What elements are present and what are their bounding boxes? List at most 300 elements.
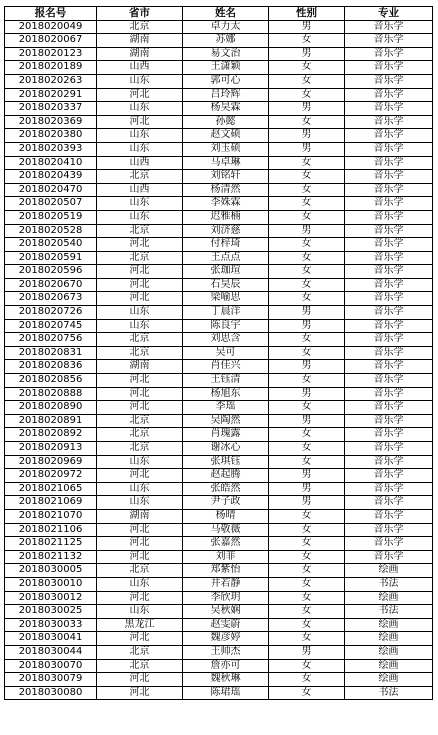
province-cell: 河北: [97, 292, 183, 306]
province-cell: 北京: [97, 414, 183, 428]
province-cell: 山东: [97, 210, 183, 224]
column-header-gender: 性别: [269, 7, 345, 21]
name-cell: 王钰清: [183, 374, 269, 388]
name-cell: 付梓琦: [183, 238, 269, 252]
table-row: [5, 88, 433, 102]
gender-cell: 男: [269, 142, 345, 156]
registration-number-cell: 2018020670: [5, 278, 97, 292]
province-cell: 湖南: [97, 47, 183, 61]
gender-cell: 女: [269, 74, 345, 88]
table-row: [5, 686, 433, 700]
major-cell: 音乐学: [345, 496, 433, 510]
name-cell: 魏彦婷: [183, 632, 269, 646]
table-row: [5, 197, 433, 211]
province-cell: 河北: [97, 278, 183, 292]
table-row: [5, 306, 433, 320]
table-row: [5, 47, 433, 61]
table-row: [5, 170, 433, 184]
registration-number-cell: 2018030010: [5, 577, 97, 591]
province-cell: 湖南: [97, 509, 183, 523]
name-cell: 易文治: [183, 47, 269, 61]
gender-cell: 女: [269, 156, 345, 170]
name-cell: 马卓琳: [183, 156, 269, 170]
table-row: [5, 442, 433, 456]
province-cell: 湖南: [97, 360, 183, 374]
name-cell: 迟雅楠: [183, 210, 269, 224]
province-cell: 河北: [97, 265, 183, 279]
province-cell: 山西: [97, 183, 183, 197]
table-row: [5, 550, 433, 564]
table-row: [5, 537, 433, 551]
major-cell: 音乐学: [345, 102, 433, 116]
gender-cell: 男: [269, 645, 345, 659]
name-cell: 赵起腾: [183, 469, 269, 483]
name-cell: 张珈瑄: [183, 265, 269, 279]
table-row: [5, 659, 433, 673]
table-row: [5, 210, 433, 224]
gender-cell: 女: [269, 401, 345, 415]
gender-cell: 女: [269, 170, 345, 184]
registration-number-cell: 2018020067: [5, 34, 97, 48]
table-row: [5, 129, 433, 143]
registration-number-cell: 2018020291: [5, 88, 97, 102]
table-row: [5, 482, 433, 496]
column-header-major: 专业: [345, 7, 433, 21]
name-cell: 王潇颖: [183, 61, 269, 75]
major-cell: 音乐学: [345, 455, 433, 469]
table-row: [5, 509, 433, 523]
gender-cell: 女: [269, 564, 345, 578]
major-cell: 音乐学: [345, 224, 433, 238]
province-cell: 河北: [97, 115, 183, 129]
name-cell: 吕玲辉: [183, 88, 269, 102]
table-row: [5, 428, 433, 442]
table-row: [5, 455, 433, 469]
province-cell: 山东: [97, 605, 183, 619]
gender-cell: 女: [269, 455, 345, 469]
major-cell: 音乐学: [345, 428, 433, 442]
registration-number-cell: 2018020673: [5, 292, 97, 306]
major-cell: 音乐学: [345, 115, 433, 129]
name-cell: 李瑶: [183, 401, 269, 415]
table-row: [5, 142, 433, 156]
registration-number-cell: 2018020369: [5, 115, 97, 129]
name-cell: 梁喻思: [183, 292, 269, 306]
name-cell: 苏娜: [183, 34, 269, 48]
major-cell: 音乐学: [345, 88, 433, 102]
province-cell: 河北: [97, 88, 183, 102]
gender-cell: 女: [269, 618, 345, 632]
gender-cell: 男: [269, 496, 345, 510]
gender-cell: 女: [269, 61, 345, 75]
province-cell: 湖南: [97, 34, 183, 48]
gender-cell: 男: [269, 469, 345, 483]
column-header-registration-number: 报名号: [5, 7, 97, 21]
gender-cell: 女: [269, 238, 345, 252]
registration-number-cell: 2018020969: [5, 455, 97, 469]
gender-cell: 女: [269, 197, 345, 211]
name-cell: 刘济慈: [183, 224, 269, 238]
gender-cell: 男: [269, 414, 345, 428]
registration-number-cell: 2018030080: [5, 686, 97, 700]
table-row: [5, 564, 433, 578]
registration-number-cell: 2018020836: [5, 360, 97, 374]
table-body: [5, 20, 433, 700]
major-cell: 音乐学: [345, 20, 433, 34]
registration-number-cell: 2018020913: [5, 442, 97, 456]
table-row: [5, 238, 433, 252]
major-cell: 音乐学: [345, 251, 433, 265]
table-row: [5, 645, 433, 659]
registration-number-cell: 2018030070: [5, 659, 97, 673]
major-cell: 音乐学: [345, 469, 433, 483]
gender-cell: 女: [269, 605, 345, 619]
gender-cell: 女: [269, 115, 345, 129]
major-cell: 音乐学: [345, 401, 433, 415]
major-cell: 音乐学: [345, 346, 433, 360]
province-cell: 山东: [97, 197, 183, 211]
province-cell: 北京: [97, 428, 183, 442]
gender-cell: 女: [269, 577, 345, 591]
major-cell: 音乐学: [345, 442, 433, 456]
table-row: [5, 469, 433, 483]
province-cell: 河北: [97, 238, 183, 252]
gender-cell: 女: [269, 34, 345, 48]
table-header: [5, 7, 433, 21]
province-cell: 河北: [97, 591, 183, 605]
header-row: [5, 7, 433, 21]
gender-cell: 男: [269, 102, 345, 116]
name-cell: 卓力太: [183, 20, 269, 34]
gender-cell: 女: [269, 442, 345, 456]
table-row: [5, 319, 433, 333]
gender-cell: 女: [269, 346, 345, 360]
table-row: [5, 673, 433, 687]
province-cell: 北京: [97, 564, 183, 578]
gender-cell: 男: [269, 360, 345, 374]
province-cell: 河北: [97, 686, 183, 700]
name-cell: 吴陶然: [183, 414, 269, 428]
province-cell: 山西: [97, 156, 183, 170]
gender-cell: 女: [269, 88, 345, 102]
name-cell: 李姝霖: [183, 197, 269, 211]
registration-number-cell: 2018030025: [5, 605, 97, 619]
major-cell: 音乐学: [345, 265, 433, 279]
name-cell: 刘思含: [183, 333, 269, 347]
gender-cell: 男: [269, 387, 345, 401]
major-cell: 书法: [345, 577, 433, 591]
registration-number-cell: 2018020519: [5, 210, 97, 224]
registration-number-cell: 2018020470: [5, 183, 97, 197]
table-row: [5, 591, 433, 605]
name-cell: 刘菲: [183, 550, 269, 564]
registration-number-cell: 2018020972: [5, 469, 97, 483]
major-cell: 绘画: [345, 632, 433, 646]
gender-cell: 男: [269, 482, 345, 496]
major-cell: 音乐学: [345, 550, 433, 564]
province-cell: 山东: [97, 306, 183, 320]
registration-number-cell: 2018020745: [5, 319, 97, 333]
major-cell: 音乐学: [345, 319, 433, 333]
major-cell: 音乐学: [345, 306, 433, 320]
province-cell: 山东: [97, 455, 183, 469]
registration-number-cell: 2018020888: [5, 387, 97, 401]
table-row: [5, 401, 433, 415]
province-cell: 河北: [97, 401, 183, 415]
registration-number-cell: 2018020439: [5, 170, 97, 184]
registration-number-cell: 2018020756: [5, 333, 97, 347]
registration-number-cell: 2018021125: [5, 537, 97, 551]
gender-cell: 女: [269, 278, 345, 292]
gender-cell: 女: [269, 265, 345, 279]
gender-cell: 男: [269, 319, 345, 333]
major-cell: 音乐学: [345, 238, 433, 252]
table-row: [5, 346, 433, 360]
major-cell: 音乐学: [345, 47, 433, 61]
major-cell: 音乐学: [345, 34, 433, 48]
name-cell: 井若静: [183, 577, 269, 591]
registration-number-cell: 2018021132: [5, 550, 97, 564]
registration-number-cell: 2018020528: [5, 224, 97, 238]
name-cell: 郑紫怡: [183, 564, 269, 578]
registration-number-cell: 2018020596: [5, 265, 97, 279]
table-row: [5, 414, 433, 428]
name-cell: 刘铭轩: [183, 170, 269, 184]
registration-number-cell: 2018021106: [5, 523, 97, 537]
province-cell: 山东: [97, 129, 183, 143]
registration-number-cell: 2018020123: [5, 47, 97, 61]
major-cell: 音乐学: [345, 482, 433, 496]
major-cell: 音乐学: [345, 509, 433, 523]
major-cell: 绘画: [345, 564, 433, 578]
table-row: [5, 115, 433, 129]
major-cell: 绘画: [345, 673, 433, 687]
major-cell: 音乐学: [345, 278, 433, 292]
gender-cell: 男: [269, 129, 345, 143]
name-cell: 吴可: [183, 346, 269, 360]
table-row: [5, 224, 433, 238]
gender-cell: 女: [269, 673, 345, 687]
name-cell: 马敬薇: [183, 523, 269, 537]
name-cell: 杨清然: [183, 183, 269, 197]
name-cell: 李欣玥: [183, 591, 269, 605]
name-cell: 杨昊霖: [183, 102, 269, 116]
registration-number-cell: 2018020831: [5, 346, 97, 360]
registration-number-cell: 2018030033: [5, 618, 97, 632]
table-row: [5, 360, 433, 374]
province-cell: 黑龙江: [97, 618, 183, 632]
major-cell: 音乐学: [345, 414, 433, 428]
major-cell: 音乐学: [345, 129, 433, 143]
table-row: [5, 632, 433, 646]
gender-cell: 女: [269, 428, 345, 442]
province-cell: 北京: [97, 659, 183, 673]
name-cell: 张琪钰: [183, 455, 269, 469]
name-cell: 郭可心: [183, 74, 269, 88]
province-cell: 河北: [97, 537, 183, 551]
table-row: [5, 577, 433, 591]
gender-cell: 女: [269, 509, 345, 523]
table-row: [5, 374, 433, 388]
registration-number-cell: 2018020410: [5, 156, 97, 170]
major-cell: 书法: [345, 605, 433, 619]
province-cell: 北京: [97, 333, 183, 347]
table-row: [5, 34, 433, 48]
province-cell: 山东: [97, 102, 183, 116]
province-cell: 山东: [97, 496, 183, 510]
table-row: [5, 523, 433, 537]
gender-cell: 男: [269, 306, 345, 320]
gender-cell: 女: [269, 523, 345, 537]
column-header-province: 省市: [97, 7, 183, 21]
registration-number-cell: 2018020540: [5, 238, 97, 252]
gender-cell: 女: [269, 333, 345, 347]
province-cell: 北京: [97, 20, 183, 34]
name-cell: 詹亦可: [183, 659, 269, 673]
registration-number-cell: 2018030012: [5, 591, 97, 605]
major-cell: 音乐学: [345, 210, 433, 224]
major-cell: 音乐学: [345, 292, 433, 306]
province-cell: 山东: [97, 482, 183, 496]
name-cell: 杨晴: [183, 509, 269, 523]
name-cell: 陈珺瑶: [183, 686, 269, 700]
registration-number-cell: 2018030079: [5, 673, 97, 687]
province-cell: 河北: [97, 523, 183, 537]
name-cell: 丁晨洋: [183, 306, 269, 320]
gender-cell: 女: [269, 374, 345, 388]
table-row: [5, 387, 433, 401]
gender-cell: 男: [269, 224, 345, 238]
table-row: [5, 605, 433, 619]
name-cell: 肖瑰露: [183, 428, 269, 442]
province-cell: 河北: [97, 374, 183, 388]
major-cell: 音乐学: [345, 537, 433, 551]
major-cell: 音乐学: [345, 170, 433, 184]
province-cell: 河北: [97, 632, 183, 646]
name-cell: 石昊辰: [183, 278, 269, 292]
province-cell: 北京: [97, 645, 183, 659]
province-cell: 山东: [97, 142, 183, 156]
registration-number-cell: 2018030044: [5, 645, 97, 659]
registration-number-cell: 2018020892: [5, 428, 97, 442]
registration-sheet: [4, 6, 432, 700]
name-cell: 刘玉硕: [183, 142, 269, 156]
registration-number-cell: 2018020890: [5, 401, 97, 415]
registration-number-cell: 2018020380: [5, 129, 97, 143]
registration-number-cell: 2018021069: [5, 496, 97, 510]
major-cell: 绘画: [345, 659, 433, 673]
major-cell: 书法: [345, 686, 433, 700]
major-cell: 绘画: [345, 645, 433, 659]
major-cell: 音乐学: [345, 387, 433, 401]
province-cell: 北京: [97, 346, 183, 360]
major-cell: 音乐学: [345, 74, 433, 88]
registration-number-cell: 2018020726: [5, 306, 97, 320]
province-cell: 北京: [97, 170, 183, 184]
province-cell: 山东: [97, 74, 183, 88]
gender-cell: 女: [269, 686, 345, 700]
gender-cell: 女: [269, 292, 345, 306]
major-cell: 音乐学: [345, 333, 433, 347]
province-cell: 北京: [97, 224, 183, 238]
registration-number-cell: 2018020591: [5, 251, 97, 265]
table-row: [5, 102, 433, 116]
name-cell: 赵雯蔚: [183, 618, 269, 632]
gender-cell: 男: [269, 47, 345, 61]
major-cell: 音乐学: [345, 183, 433, 197]
name-cell: 尹子政: [183, 496, 269, 510]
registration-number-cell: 2018020337: [5, 102, 97, 116]
registration-number-cell: 2018021065: [5, 482, 97, 496]
name-cell: 陈良宇: [183, 319, 269, 333]
registration-number-cell: 2018021070: [5, 509, 97, 523]
province-cell: 北京: [97, 442, 183, 456]
table-row: [5, 333, 433, 347]
gender-cell: 女: [269, 210, 345, 224]
province-cell: 河北: [97, 387, 183, 401]
name-cell: 赵文硕: [183, 129, 269, 143]
table-row: [5, 183, 433, 197]
registration-number-cell: 2018030041: [5, 632, 97, 646]
gender-cell: 女: [269, 591, 345, 605]
table-row: [5, 74, 433, 88]
registration-number-cell: 2018020393: [5, 142, 97, 156]
gender-cell: 女: [269, 251, 345, 265]
gender-cell: 女: [269, 632, 345, 646]
table-row: [5, 156, 433, 170]
province-cell: 河北: [97, 550, 183, 564]
name-cell: 张皓然: [183, 482, 269, 496]
table-row: [5, 251, 433, 265]
table-row: [5, 61, 433, 75]
name-cell: 肖佳兴: [183, 360, 269, 374]
major-cell: 音乐学: [345, 523, 433, 537]
name-cell: 谢冰心: [183, 442, 269, 456]
table-row: [5, 278, 433, 292]
province-cell: 山东: [97, 577, 183, 591]
gender-cell: 男: [269, 20, 345, 34]
name-cell: 孙懿: [183, 115, 269, 129]
registration-number-cell: 2018020891: [5, 414, 97, 428]
table-row: [5, 292, 433, 306]
name-cell: 杨旭东: [183, 387, 269, 401]
gender-cell: 女: [269, 183, 345, 197]
province-cell: 河北: [97, 469, 183, 483]
major-cell: 音乐学: [345, 360, 433, 374]
name-cell: 张嘉然: [183, 537, 269, 551]
major-cell: 音乐学: [345, 374, 433, 388]
name-cell: 王帅杰: [183, 645, 269, 659]
major-cell: 音乐学: [345, 197, 433, 211]
registration-table: [4, 6, 433, 700]
registration-number-cell: 2018020189: [5, 61, 97, 75]
gender-cell: 女: [269, 550, 345, 564]
province-cell: 北京: [97, 251, 183, 265]
column-header-name: 姓名: [183, 7, 269, 21]
table-row: [5, 496, 433, 510]
registration-number-cell: 2018030005: [5, 564, 97, 578]
registration-number-cell: 2018020263: [5, 74, 97, 88]
province-cell: 山西: [97, 61, 183, 75]
major-cell: 绘画: [345, 591, 433, 605]
name-cell: 魏秋琳: [183, 673, 269, 687]
major-cell: 音乐学: [345, 156, 433, 170]
name-cell: 王点点: [183, 251, 269, 265]
table-row: [5, 618, 433, 632]
table-row: [5, 20, 433, 34]
province-cell: 河北: [97, 673, 183, 687]
name-cell: 吴秋娴: [183, 605, 269, 619]
